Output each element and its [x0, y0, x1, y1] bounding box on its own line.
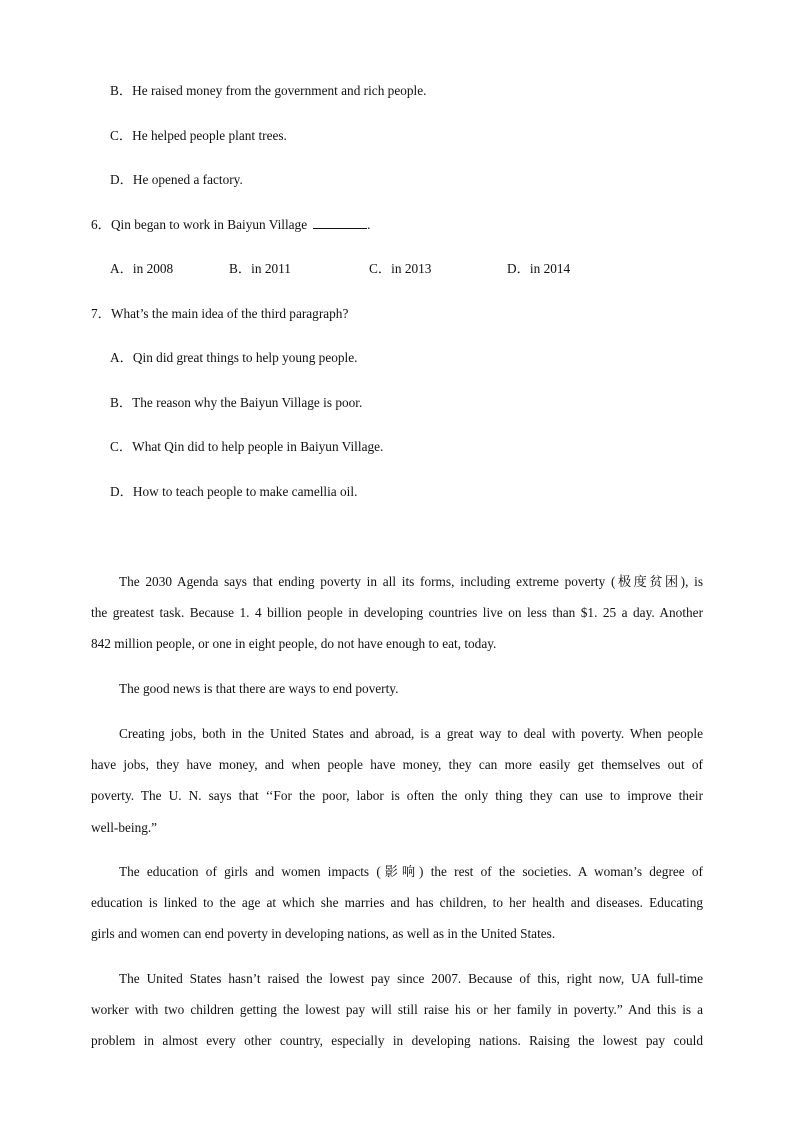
passage-line: 842 million people, or one in eight people, do not have enough to eat, today.: [91, 636, 497, 652]
q7-option-d: D．How to teach people to make camellia oil.: [110, 484, 358, 499]
q7-option-c: C．What Qin did to help people in Baiyun Village.: [110, 439, 384, 454]
passage-paragraph-2: [91, 673, 703, 704]
passage-line: problem in almost every other country, especially in developing nations. Raising the lowest pay could: [91, 1033, 703, 1049]
q6-option-c: C．in 2013: [369, 261, 432, 276]
q7-stem: 7．What’s the main idea of the third paragraph?: [91, 306, 349, 321]
q6-options: [0, 261, 794, 277]
q5-option-b: B．He raised money from the government and rich people.: [110, 83, 427, 98]
answer-blank: [313, 217, 367, 229]
passage-line: The 2030 Agenda says that ending poverty in all its forms, including extreme poverty (极度贫困), is: [119, 574, 703, 589]
passage-line: poverty. The U. N. says that ‘‘For the poor, labor is often the only thing they can use to improve their: [91, 788, 703, 804]
passage-line: The good news is that there are ways to end poverty.: [119, 681, 399, 696]
passage-paragraph-4: [91, 856, 703, 950]
q6-option-a: A．in 2008: [110, 261, 174, 276]
passage-paragraph-3: [91, 718, 703, 843]
q6-option-d: D．in 2014: [507, 261, 571, 276]
q6-option-b: B．in 2011: [229, 261, 291, 276]
passage-line: Creating jobs, both in the United States and abroad, is a great way to deal with poverty. When people: [119, 726, 703, 741]
q6-stem-text: 6．Qin began to work in Baiyun Village: [91, 217, 308, 232]
q6-stem: [91, 217, 370, 233]
q5-option-c: C．He helped people plant trees.: [110, 128, 287, 143]
passage-line: education is linked to the age at which she marries and has children, to her health and diseases. Educating: [91, 895, 703, 911]
q7-option-a: A．Qin did great things to help young people.: [110, 350, 358, 365]
passage-line: The education of girls and women impacts (影响) the rest of the societies. A woman’s degree of: [119, 864, 703, 879]
passage-line: girls and women can end poverty in developing nations, as well as in the United States.: [91, 926, 556, 942]
passage-line: The United States hasn’t raised the lowest pay since 2007. Because of this, right now, UA full-time: [119, 971, 703, 986]
passage-paragraph-1: [91, 566, 703, 660]
passage-line: have jobs, they have money, and when people have money, they can more easily get themselves out of: [91, 757, 703, 773]
passage-line: the greatest task. Because 1. 4 billion people in developing countries live on less than $1. 25 a day. Another: [91, 605, 703, 621]
passage-line: worker with two children getting the lowest pay will still raise his or her family in poverty.” And this is a: [91, 1002, 703, 1018]
q6-stem-end: .: [367, 217, 371, 232]
q5-option-d: D．He opened a factory.: [110, 172, 243, 187]
passage-paragraph-5: [91, 963, 703, 1057]
q7-option-b: B．The reason why the Baiyun Village is poor.: [110, 395, 363, 410]
passage-line: well-being.”: [91, 819, 158, 835]
